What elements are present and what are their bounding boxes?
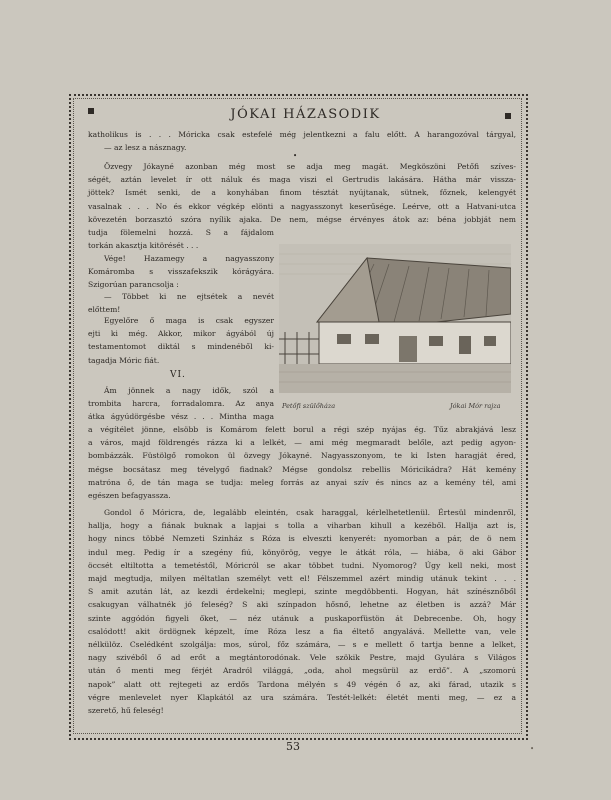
corner-mark: • bbox=[530, 745, 535, 753]
text-line: szinte aggódón figyeli őket, — néz utánuk a puskaporfüstön át Debrecenbe. Oh, hogy bbox=[88, 613, 516, 623]
section-number: VI. bbox=[170, 370, 186, 380]
text-line: bombázzák. Füstölgő romokon ül özvegy Jókayné. Nagyasszonyom, te ki Isten haragját éred, bbox=[88, 451, 516, 461]
text-line: nélkülöz. Cselédként szolgálja: mos, súrol, főz számára, — s e mellett ő tartja benne a lelket, bbox=[88, 640, 516, 650]
text-line: végre menlevelet nyer Klapkától az ura számára. Testét-lelkét: életét menti meg, — ez a bbox=[88, 692, 516, 702]
text-line: matróna ő, de tán maga se tudja: meleg forrás az anyai szív és nincs az a kemény tél, ami bbox=[88, 477, 516, 487]
text-line: vasalnak . . . No és ekkor végkép elönti a nagyasszonyt keserűsége. Leérve, ott a Hatvani-utca bbox=[88, 201, 516, 211]
text-line: torkán akasztja kitörését . . . bbox=[88, 241, 199, 251]
paragraph-2 bbox=[88, 160, 516, 226]
text-line: előttem! bbox=[88, 305, 121, 315]
text-line: jöttek? Ismét senki, de a konyhában finom tésztát nyújtanak, sütnek, főznek, kelengyét bbox=[88, 188, 516, 198]
text-line: napok” alatt ott rejtegeti az erdős Tardona mélyén s 49 végén ő az, aki fárad, utazik s bbox=[88, 679, 516, 689]
text-line: átka ágyúdörgésbe vész . . . Mintha maga bbox=[88, 412, 274, 422]
text-line: hogy nincs többé Nemzeti Szinház s Róza is elveszti kenyerét: nyomorban a pár, de ö nem bbox=[88, 534, 516, 544]
text-line: S amit azután lát, az kezdi érdekelni; meglepi, szinte megdöbbenti. Hogyan, hát színésznőből bbox=[88, 587, 516, 597]
text-line: indul meg. Pedig ír a szegény fiú, könyörög, vegye le átkát róla, — hiába, ö aki Gábor bbox=[88, 547, 516, 557]
text-line: egészen befagyassza. bbox=[88, 491, 171, 501]
paragraph-6 bbox=[88, 423, 516, 502]
thatched-house-drawing bbox=[279, 244, 511, 393]
text-line: katholikus is . . . Móricka csak estefelé még jelentkezni a falu előtt. A harangozóval tárgyal, bbox=[88, 130, 516, 139]
page-number: 53 bbox=[286, 740, 300, 753]
text-line: után ő menti meg férjét Aradról világgá, „oda, ahol megsürül az erdő”. A „szomorú bbox=[88, 666, 516, 676]
paragraph-3 bbox=[88, 252, 274, 292]
paragraph-4 bbox=[88, 290, 274, 316]
text-line: Egyelőre ő maga is csak egyszer bbox=[104, 316, 274, 325]
text-line: Ám jönnek a nagy idők, szól a bbox=[104, 386, 274, 395]
text-line: — Többet ki ne ejtsétek a nevét bbox=[104, 292, 274, 301]
text-line: hallja, hogy a fiának buknak a lapjai s tolla a viharban kihull a kezéből. Hallja azt is, bbox=[88, 521, 516, 531]
paragraph-5 bbox=[88, 314, 274, 367]
text-line: tudja fölemelni hozzá. S a fájdalom bbox=[88, 228, 274, 237]
text-line: majd megtudja, milyen méltatlan személyt vett el! Félszemmel azért mindig utánuk tekint . . . bbox=[88, 574, 516, 584]
text-line: tagadja Móric fiát. bbox=[88, 355, 160, 365]
text-line: testamentomot diktál s mindenéből ki- bbox=[88, 342, 274, 352]
text-block-top bbox=[88, 128, 516, 154]
text-line: Komáromba s visszafekszik kórágyára. bbox=[88, 267, 274, 277]
text-line: csakugyan válhatnék jó feleség? S aki színpadon hősnő, lehetne az életben is azzá? Már bbox=[88, 600, 516, 610]
paragraph-2-narrow bbox=[88, 226, 274, 252]
text-line: ejti ki még. Akkor, mikor ágyából új bbox=[88, 329, 274, 339]
text-line: nagy szivéből ő ad erőt a megtántorodónak. Vele szökik Pestre, majd Gyulára s Világos bbox=[88, 653, 516, 663]
text-line: a végítélet jönne, elsöbb is Komárom felett borul a régi szép nyájas ég. Tűz abrakjává lesz bbox=[88, 425, 516, 434]
text-line: Gondol ő Móricra, de, legalább eleintén, csak haraggal, kérlelhetetlenül. Értesül mindenről, bbox=[104, 508, 516, 517]
running-header: JÓKAI HÁZASODIK bbox=[230, 107, 381, 122]
text-line: a város, majd földrengés rázza ki a lelkét, — ami még megmaradt belőle, azt pedig agyon- bbox=[88, 438, 516, 448]
text-line: kövezetén borzasztó szóra nyílik ajaka. De nem, mégse érvényes átok az: béna jobbját nem bbox=[88, 214, 516, 224]
text-line: trombita harcra, forradalomra. Az anya bbox=[88, 399, 274, 409]
text-line: Szigorúan parancsolja : bbox=[88, 280, 179, 290]
text-line: ségét, aztán levelet ír ott náluk és maga viszi el Gertrudis lakására. Hátha már vissza- bbox=[88, 175, 516, 185]
paragraph-6-narrow bbox=[88, 384, 274, 424]
text-line: — az lesz a násznagy. bbox=[104, 143, 187, 153]
separator-dot: • bbox=[293, 152, 298, 160]
house-illustration bbox=[279, 244, 511, 393]
caption-left: Petőfi szülőháza bbox=[282, 402, 336, 410]
text-line: öccsét eltiltotta a temetéstől, Móricról se akar többet tudni. Nyomorog? Úgy kell neki, most bbox=[88, 560, 516, 570]
text-line: mégse bocsátasz meg tévelygő fiadnak? Mégse gondolsz rebellis Móricikádra? Hát kemény bbox=[88, 464, 516, 474]
paragraph-7 bbox=[88, 506, 516, 717]
text-line: Vége! Hazamegy a nagyasszony bbox=[104, 254, 274, 263]
text-line: Özvegy Jókayné azonban még most se adja meg magát. Megköszöni Petőfi szíves- bbox=[104, 162, 516, 171]
caption-right: Jókai Mór rajza bbox=[450, 402, 501, 410]
text-line: csalódott! akit ördögnek képzelt, íme Róza lesz a fia éltető angyalává. Mellette van, vele bbox=[88, 626, 516, 636]
text-line: szerető, hű feleség! bbox=[88, 706, 164, 716]
